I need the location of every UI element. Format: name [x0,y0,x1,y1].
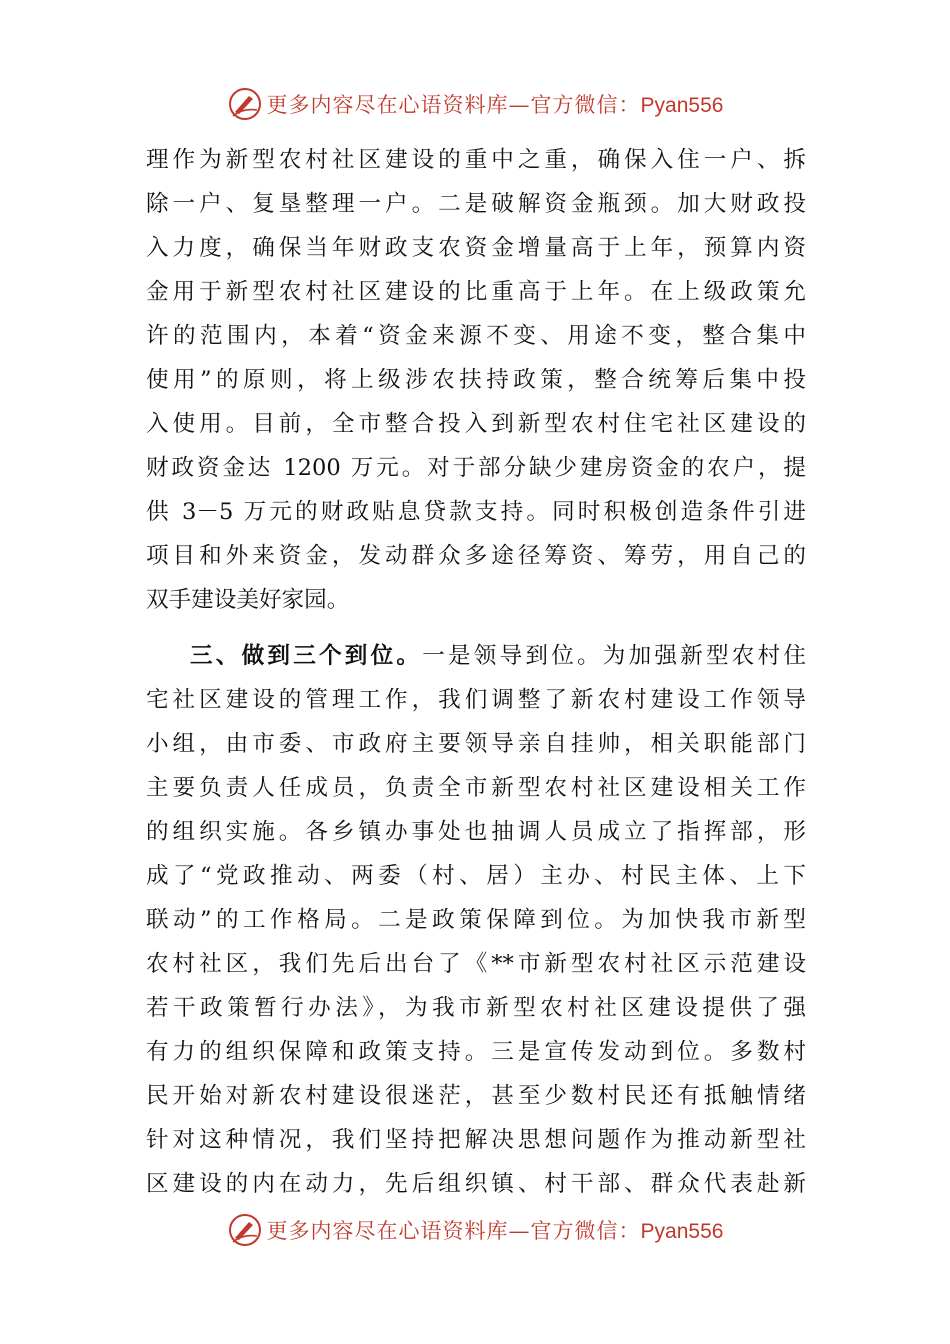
text-line: 成了“党政推动、两委（村、居）主办、村民主体、上下 [146,863,806,889]
text-line: 除一户、复垦整理一户。二是破解资金瓶颈。加大财政投 [146,191,806,217]
text-line: 民开始对新农村建设很迷茫，甚至少数村民还有抵触情绪 [146,1083,806,1109]
text-line: 宅社区建设的管理工作，我们调整了新农村建设工作领导 [146,687,806,713]
heading-line [146,634,806,678]
watermark-text: 更多内容尽在心语资料库—官方微信：Pyan556 [266,93,724,117]
text-line: 农村社区，我们先后出台了《**市新型农村社区示范建设 [146,951,806,977]
text-line: 理作为新型农村社区建设的重中之重，确保入住一户、拆 [146,147,806,173]
text-line: 联动”的工作格局。二是政策保障到位。为加快我市新型 [146,907,806,933]
text-line: 入力度，确保当年财政支农资金增量高于上年，预算内资 [146,235,806,261]
text-line: 针对这种情况，我们坚持把解决思想问题作为推动新型社 [146,1127,806,1153]
text-line: 小组，由市委、市政府主要领导亲自挂帅，相关职能部门 [146,731,806,757]
text-line: 许的范围内，本着“资金来源不变、用途不变，整合集中 [146,323,806,349]
text-line: 区建设的内在动力，先后组织镇、村干部、群众代表赴新 [146,1171,806,1197]
paragraph-funding [146,138,806,622]
text-line: 项目和外来资金，发动群众多途径筹资、筹劳，用自己的 [146,543,806,569]
document-body [146,138,806,1206]
text-line: 金用于新型农村社区建设的比重高于上年。在上级政策允 [146,279,806,305]
heading-line-rest: 一是领导到位。为加强新型农村住 [422,643,807,669]
text-line: 入使用。目前，全市整合投入到新型农村住宅社区建设的 [146,411,806,437]
paragraph-three-in-place [146,634,806,1206]
text-line: 双手建设美好家园。 [146,587,350,613]
pen-logo-icon [227,1212,263,1248]
text-line: 主要负责人任成员，负责全市新型农村社区建设相关工作 [146,775,806,801]
pen-logo-icon [227,86,263,122]
text-line: 财政资金达 1200 万元。对于部分缺少建房资金的农户，提 [146,455,806,481]
text-line: 使用”的原则，将上级涉农扶持政策，整合统筹后集中投 [146,367,806,393]
watermark-text: 更多内容尽在心语资料库—官方微信：Pyan556 [266,1219,724,1243]
text-line: 有力的组织保障和政策支持。三是宣传发动到位。多数村 [146,1039,806,1065]
header-watermark [0,82,950,126]
footer-watermark [0,1208,950,1252]
text-line: 若干政策暂行办法》，为我市新型农村社区建设提供了强 [146,995,806,1021]
text-line: 供 3－5 万元的财政贴息贷款支持。同时积极创造条件引进 [146,499,806,525]
section-heading: 三、做到三个到位。 [190,643,423,669]
text-line: 的组织实施。各乡镇办事处也抽调人员成立了指挥部，形 [146,819,806,845]
